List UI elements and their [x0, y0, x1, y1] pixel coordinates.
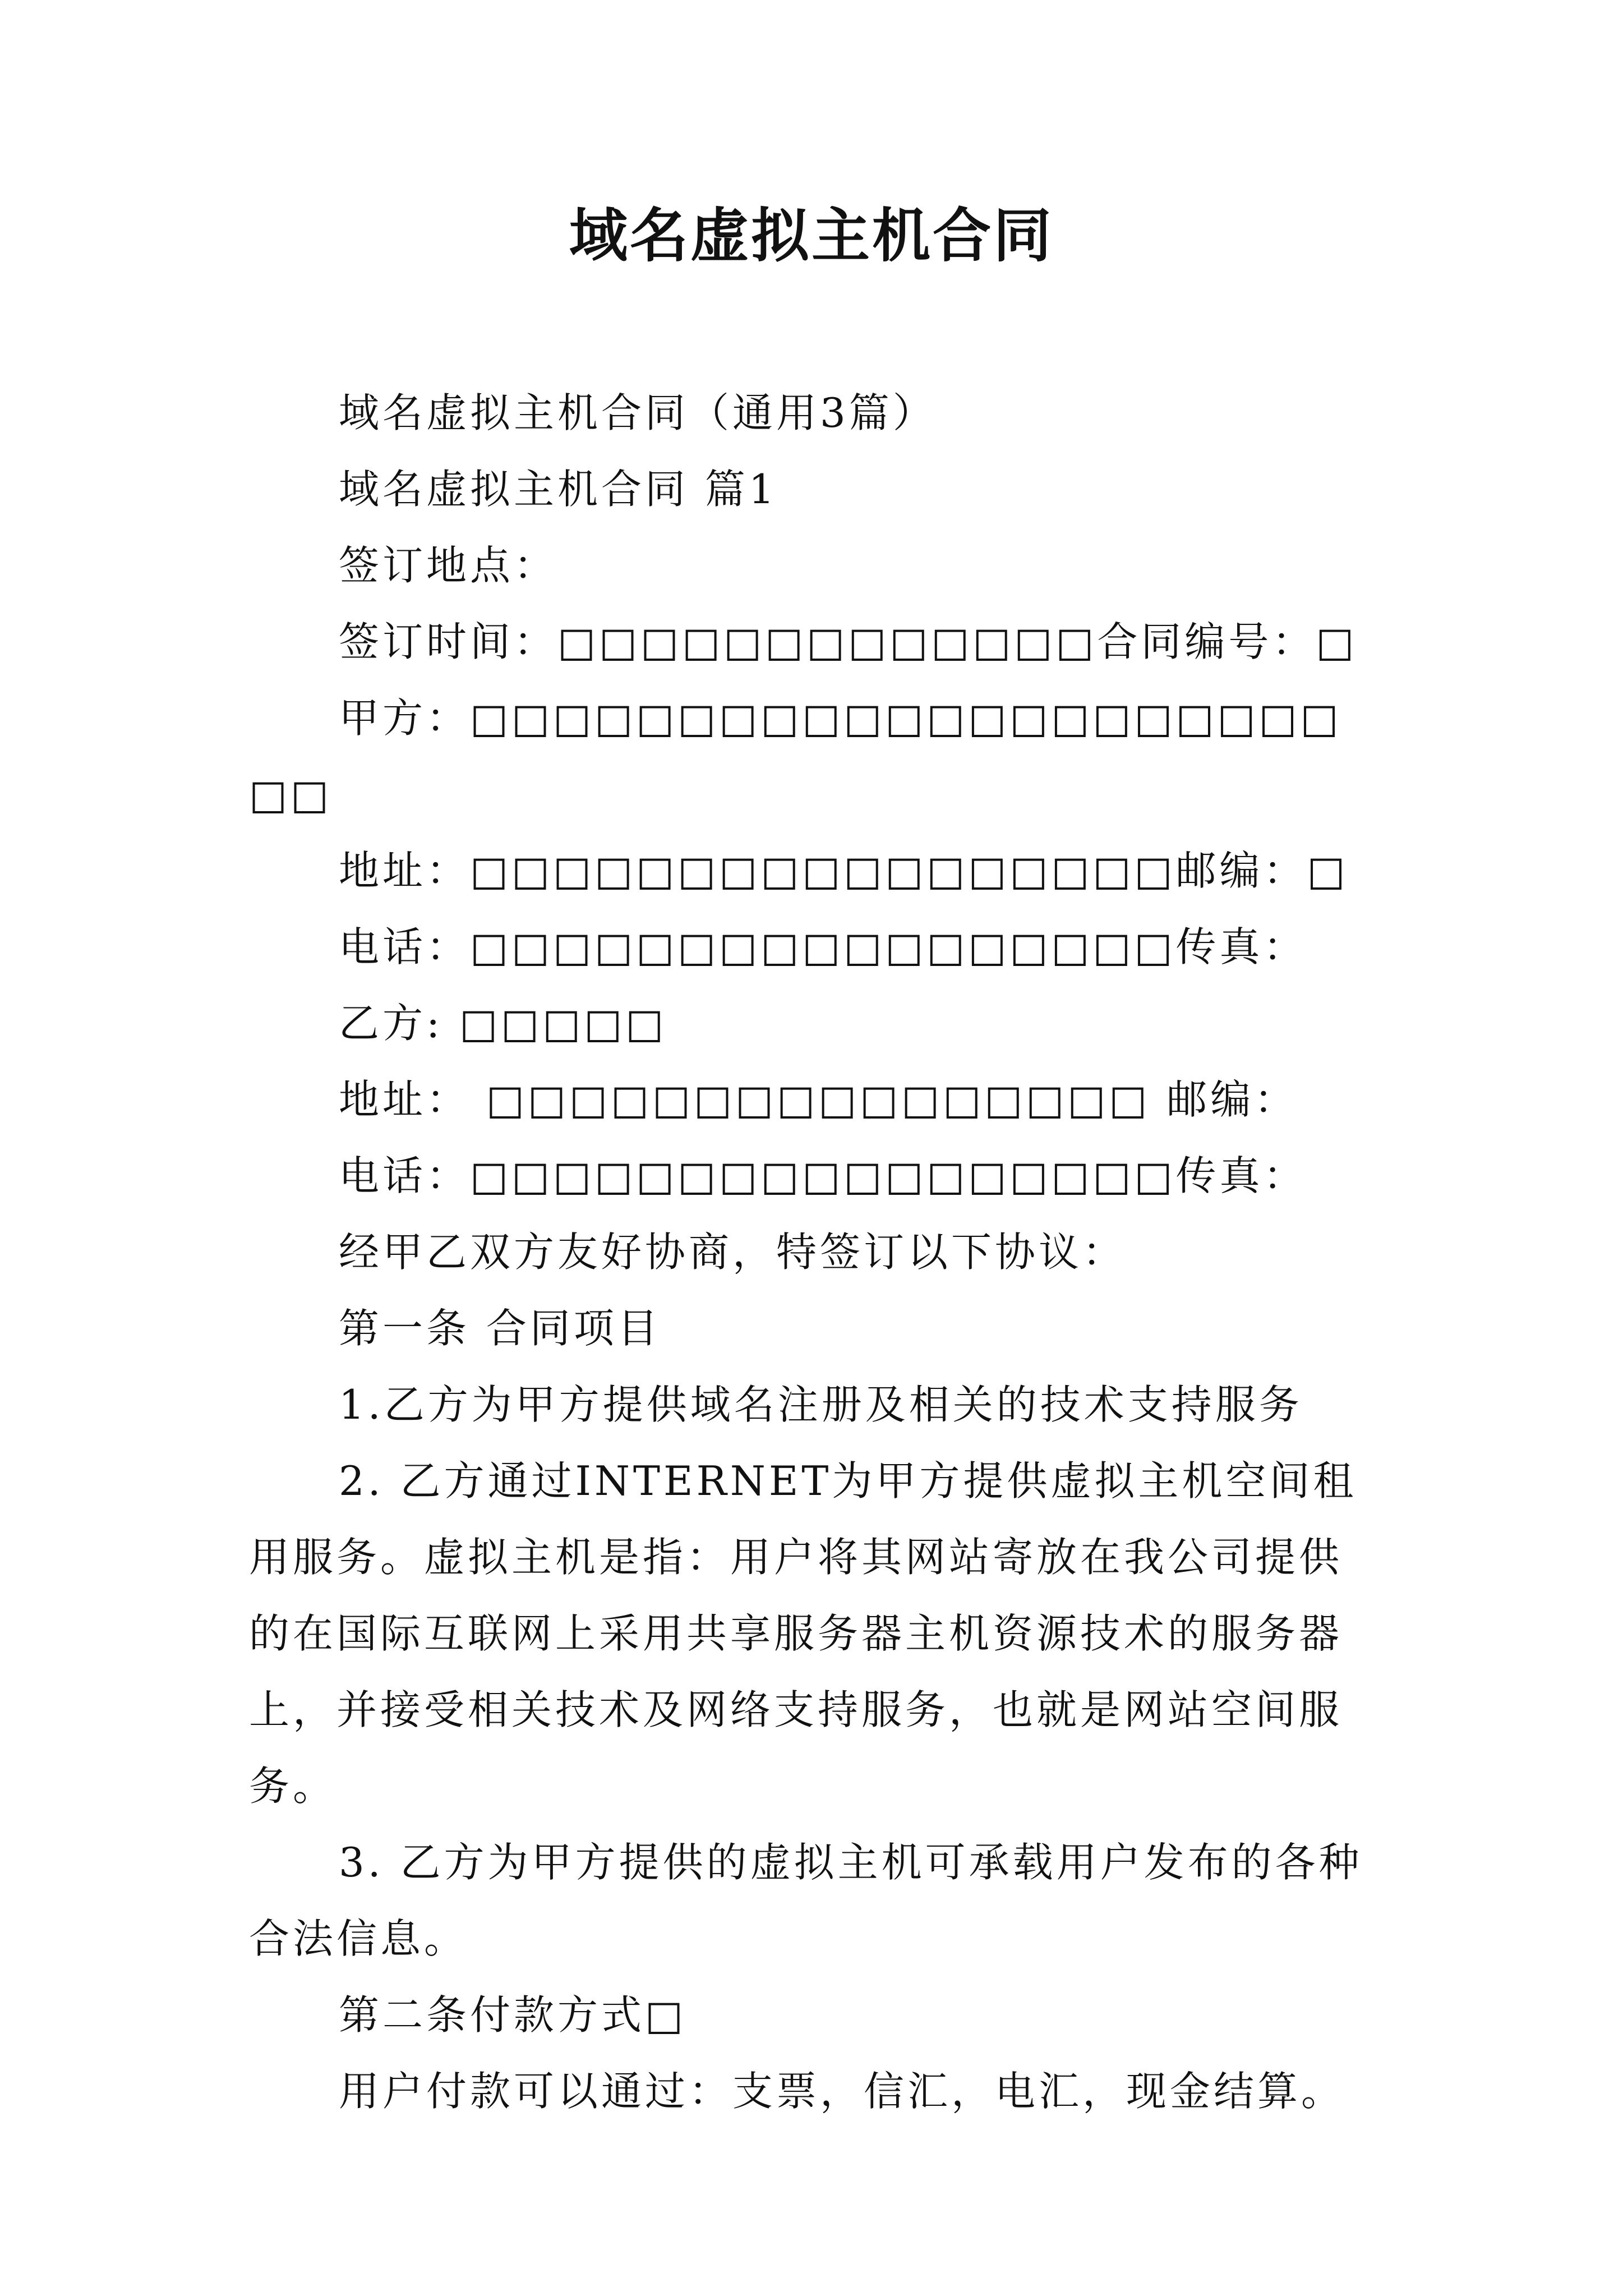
paragraph-subtitle: 域名虚拟主机合同（通用3篇） [339, 389, 937, 436]
document-body [249, 375, 1376, 2129]
paragraph-party-b-address: 地址： □□□□□□□□□□□□□□□□ 邮编： [339, 1076, 1298, 1123]
paragraph-party-a-address: 地址：□□□□□□□□□□□□□□□□□邮编：□ [339, 847, 1349, 894]
paragraph-party-b: 乙方: □□□□□ [339, 1000, 667, 1047]
paragraph-agreement-intro: 经甲乙双方友好协商，特签订以下协议： [339, 1228, 1127, 1276]
paragraph-article-2-heading: 第二条付款方式□ [339, 1991, 687, 2039]
paragraph-party-a: 甲方：□□□□□□□□□□□□□□□□□□□□□□□ [249, 694, 1342, 818]
paragraph-party-a-phone: 电话：□□□□□□□□□□□□□□□□□传真： [339, 923, 1307, 970]
paragraph-item-1: 1.乙方为甲方提供域名注册及相关的技术支持服务 [339, 1381, 1303, 1428]
paragraph-item-3: 3. 乙方为甲方提供的虚拟主机可承载用户发布的各种合法信息。 [249, 1839, 1363, 1962]
paragraph-party-b-phone: 电话：□□□□□□□□□□□□□□□□□传真： [339, 1152, 1307, 1199]
paragraph-part-heading: 域名虚拟主机合同 篇1 [339, 466, 778, 513]
document-title: 域名虚拟主机合同 [569, 201, 1054, 270]
paragraph-payment-methods: 用户付款可以通过：支票，信汇，电汇，现金结算。 [339, 2068, 1345, 2115]
paragraph-sign-time: 签订时间：□□□□□□□□□□□□□合同编号：□ [339, 618, 1358, 665]
paragraph-article-1-heading: 第一条 合同项目 [339, 1305, 661, 1352]
paragraph-sign-place: 签订地点： [339, 542, 558, 589]
paragraph-item-2: 2. 乙方通过INTERNET为甲方提供虚拟主机空间租用服务。虚拟主机是指：用户将其网站寄放在我公司提供的在国际互联网上采用共享服务器主机资源技术的服务器上，并接受相关技术及网络支持服务，也就是网站空间服务。 [249, 1457, 1357, 1810]
